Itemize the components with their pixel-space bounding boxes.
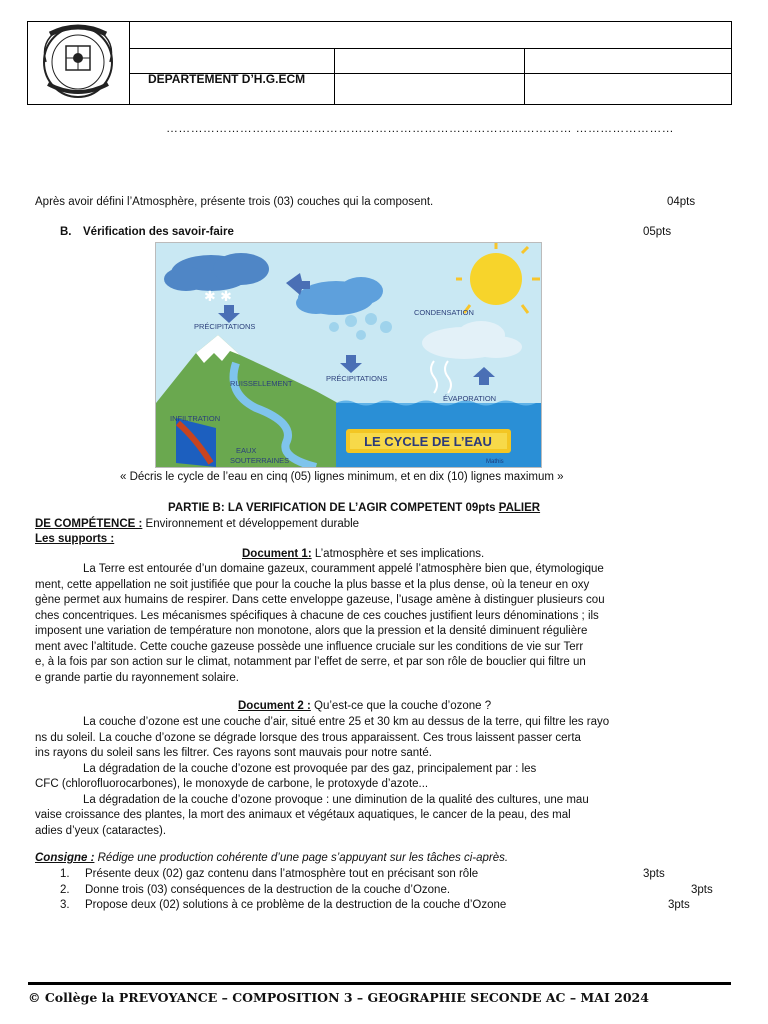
doc1-heading xyxy=(242,547,484,563)
water-cycle-figure xyxy=(155,242,542,468)
doc2-line: La dégradation de la couche d’ozone est provoquée par des gaz, principalement par : les xyxy=(83,762,537,775)
doc1-title: Document 1: xyxy=(242,548,312,560)
doc2-line: adies d’yeux (cataractes). xyxy=(35,824,167,837)
competence-label: DE COMPÉTENCE : xyxy=(35,518,143,530)
doc2-heading xyxy=(238,699,491,715)
doc2-line: CFC (chlorofluorocarbones), le monoxyde de carbone, le protoxyde d’azote... xyxy=(35,778,429,790)
consigne-item-points: 3pts xyxy=(643,868,665,880)
water-cycle-illustration xyxy=(156,243,541,467)
doc2-line: La couche d’ozone est une couche d’air, situé entre 25 et 30 km au dessus de la terre, qui filtre les rayo xyxy=(83,716,610,728)
consigne-item-points: 3pts xyxy=(691,884,713,896)
label-condensation: CONDENSATION xyxy=(414,308,474,317)
supports-label: Les supports : xyxy=(35,533,115,545)
consigne-item: 3. xyxy=(60,899,70,911)
partie-b-title xyxy=(168,501,540,517)
label-ruissellement: RUISSELLEMENT xyxy=(230,379,293,388)
footer-divider xyxy=(28,982,731,985)
question-a-points: 04pts xyxy=(667,196,696,208)
doc2-line: vaise croissance des plantes, la mort des animaux et végétaux aquatiques, le cancer de la peau, des mal xyxy=(35,809,571,821)
competence-text: Environnement et développement durable xyxy=(142,518,360,530)
doc1-line: ches concentriques. Les mécanismes spécifiques à chacune de ces couches justifient leurs dénominations ; ils xyxy=(35,609,599,622)
school-logo xyxy=(28,22,128,104)
label-souterraines: SOUTERRAINES xyxy=(230,456,290,465)
dotted-line: ……………………………………………………………………………………… …………………… xyxy=(166,121,674,135)
label-infiltration: INFILTRATION xyxy=(170,414,221,423)
department-title: DEPARTEMENT D’H.G.ECM xyxy=(148,72,306,86)
consigne-item-text: Donne trois (03) conséquences de la destruction de la couche d’Ozone. xyxy=(85,884,451,896)
question-a-text: Après avoir défini l’Atmosphère, présente trois (03) couches qui la composent. xyxy=(35,196,434,208)
sun-icon xyxy=(470,253,522,305)
doc2-line: ns du soleil. La couche d’ozone se dégrade lorsque des trous apparaissent. Ces trous laissent passer certa xyxy=(35,731,581,744)
doc1-line: e, à la fois par son action sur le climat, notamment par l’effet de serre, et par son rôle de bouclier qui filtre un xyxy=(35,656,586,668)
doc1-line: La Terre est entourée d’un domaine gazeux, couramment appelé l’atmosphère bien que, étymologique xyxy=(83,563,604,575)
section-b-points: 05pts xyxy=(643,226,672,238)
doc2-subtitle: Qu’est-ce que la couche d’ozone ? xyxy=(310,700,492,712)
partie-b-palier: PALIER xyxy=(498,502,541,514)
doc2-line: La dégradation de la couche d’ozone provoque : une diminution de la qualité des cultures, une mau xyxy=(83,793,589,806)
logo-cell xyxy=(28,22,130,104)
label-eaux: EAUX xyxy=(236,446,257,455)
doc2-body xyxy=(35,715,735,839)
consigne-line xyxy=(35,851,508,867)
doc1-subtitle: L’atmosphère et ses implications. xyxy=(311,548,485,560)
partie-b-title-text: PARTIE B: LA VERIFICATION DE L’AGIR COMPETENT 09pts xyxy=(168,502,499,514)
doc2-title: Document 2 : xyxy=(238,700,311,712)
doc1-line: ment, cette appellation ne soit justifiée que pour la couche la plus basse et la plus dense, où la teneur en oxy xyxy=(35,578,590,591)
consigne-label: Consigne : xyxy=(35,852,95,864)
svg-text:✱ ✱: ✱ ✱ xyxy=(204,289,232,305)
section-b-title: Vérification des savoir-faire xyxy=(83,226,234,238)
doc1-line: e grande partie du rayonnement solaire. xyxy=(35,671,239,684)
doc1-body xyxy=(35,562,735,686)
doc1-line: ment avec l’altitude. Cette couche gazeuse possède une influence cruciale sur les conditions de vie sur Terr xyxy=(35,640,584,653)
consigne-item-text: Propose deux (02) solutions à ce problème de la destruction de la couche d’Ozone xyxy=(85,899,507,911)
header-table xyxy=(27,21,732,105)
doc2-line: ins rayons du soleil sans les filtrer. Ces rayons sont mauvais pour notre santé. xyxy=(35,747,432,759)
figure-caption: « Décris le cycle de l’eau en cinq (05) lignes minimum, et en dix (10) lignes maximum » xyxy=(120,471,564,483)
doc1-line: imposent une variation de température non monotone, alors que la pression et la densité diminuent régulière xyxy=(35,625,588,637)
consigne-item-points: 3pts xyxy=(668,899,690,911)
label-precipitations-2: PRÉCIPITATIONS xyxy=(326,374,388,383)
doc1-line: gène permet aux humains de respirer. Dans cette enveloppe gazeuse, l’usage amène à distinguer plusieurs cou xyxy=(35,594,605,606)
footer-text: © Collège la PREVOYANCE – COMPOSITION 3 – GEOGRAPHIE SECONDE AC – MAI 2024 xyxy=(28,990,649,1005)
competence-line xyxy=(35,517,359,533)
consigne-text: Rédige une production cohérente d’une page s’appuyant sur les tâches ci-après. xyxy=(94,852,509,864)
consigne-item-text: Présente deux (02) gaz contenu dans l’atmosphère tout en précisant son rôle xyxy=(85,868,479,880)
brand-label: Mathis xyxy=(486,459,504,465)
section-b-label: B. xyxy=(60,226,72,238)
label-precipitations-1: PRÉCIPITATIONS xyxy=(194,322,256,331)
consigne-item: 1. xyxy=(60,868,70,880)
banner-title: LE CYCLE DE L’EAU xyxy=(364,434,492,449)
consigne-item: 2. xyxy=(60,884,70,896)
label-evaporation: ÉVAPORATION xyxy=(443,394,497,403)
